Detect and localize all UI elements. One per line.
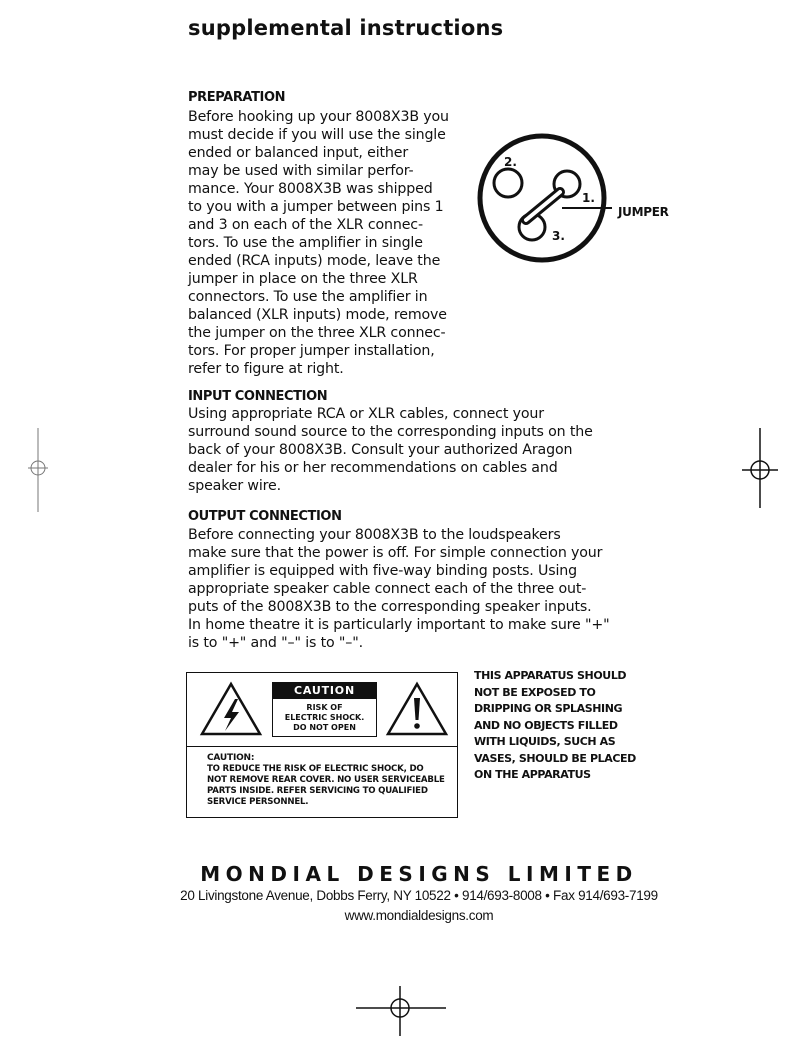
text-line: DRIPPING OR SPLASHING bbox=[474, 702, 623, 715]
company-website: www.mondialdesigns.com bbox=[344, 908, 494, 923]
text-line: Using appropriate RCA or XLR cables, connect your bbox=[188, 406, 544, 422]
page-title: supplemental instructions bbox=[188, 16, 504, 40]
text-line: ON THE APPARATUS bbox=[474, 768, 591, 781]
text-line: surround sound source to the corresponding inputs on the bbox=[188, 424, 593, 440]
registration-mark-icon bbox=[24, 428, 54, 512]
text-line: AND NO OBJECTS FILLED bbox=[474, 718, 618, 732]
text-line: Before connecting your 8008X3B to the loudspeakers bbox=[188, 527, 561, 543]
text-line: to you with a jumper between pins 1 bbox=[188, 199, 444, 215]
apparatus-warning bbox=[474, 668, 644, 784]
text-line: balanced (XLR inputs) mode, remove bbox=[188, 307, 447, 323]
text-line: DO NOT OPEN bbox=[293, 723, 356, 732]
text-line: refer to figure at right. bbox=[188, 361, 344, 377]
text-line: VASES, SHOULD BE PLACED bbox=[474, 751, 636, 765]
pin-3-label: 3. bbox=[552, 229, 565, 243]
registration-mark-icon bbox=[356, 986, 446, 1036]
text-line: the jumper on the three XLR connec- bbox=[188, 325, 446, 341]
text-line: SERVICE PERSONNEL. bbox=[207, 797, 309, 807]
text-line: Before hooking up your 8008X3B you bbox=[188, 109, 449, 125]
text-line: NOT BE EXPOSED TO bbox=[474, 685, 596, 699]
output-connection-heading: OUTPUT CONNECTION bbox=[188, 509, 342, 524]
input-connection-heading: INPUT CONNECTION bbox=[188, 389, 328, 404]
caution-label bbox=[272, 682, 377, 737]
caution-box bbox=[186, 672, 458, 818]
text-line: WITH LIQUIDS, SUCH AS bbox=[474, 735, 616, 748]
company-name: MONDIAL DESIGNS LIMITED bbox=[200, 862, 638, 886]
pin-2-circle bbox=[494, 169, 522, 197]
text-line: back of your 8008X3B. Consult your authorized Aragon bbox=[188, 442, 573, 458]
text-line: may be used with similar perfor- bbox=[188, 163, 414, 179]
text-line: connectors. To use the amplifier in bbox=[188, 289, 428, 305]
output-connection-body bbox=[188, 526, 628, 652]
text-line: NOT REMOVE REAR COVER. NO USER SERVICEABLE bbox=[207, 775, 445, 785]
caution-band: CAUTION bbox=[273, 683, 376, 699]
lightning-triangle-icon bbox=[199, 681, 263, 737]
xlr-jumper-diagram bbox=[466, 130, 686, 270]
text-line: PARTS INSIDE. REFER SERVICING TO QUALIFIED bbox=[207, 786, 428, 796]
jumper-wire bbox=[526, 192, 560, 220]
text-line: amplifier is equipped with five-way binding posts. Using bbox=[188, 563, 577, 579]
input-connection-body bbox=[188, 405, 628, 495]
text-line: speaker wire. bbox=[188, 478, 281, 494]
text-line: jumper in place on the three XLR bbox=[188, 271, 418, 287]
jumper-label: JUMPER bbox=[618, 205, 669, 219]
pin-2-label: 2. bbox=[504, 155, 517, 169]
text-line: ended (RCA inputs) mode, leave the bbox=[188, 253, 441, 269]
text-line: THIS APPARATUS SHOULD bbox=[474, 669, 627, 682]
caution-foot bbox=[207, 753, 445, 808]
caution-label-text bbox=[273, 699, 376, 736]
text-line: must decide if you will use the single bbox=[188, 127, 446, 143]
text-line: ended or balanced input, either bbox=[188, 145, 409, 161]
text-line: RISK OF bbox=[306, 703, 343, 712]
text-line: is to "+" and "–" is to "–". bbox=[188, 635, 363, 651]
caution-divider bbox=[187, 746, 457, 747]
text-line: dealer for his or her recommendations on cables and bbox=[188, 460, 558, 476]
registration-mark-icon bbox=[740, 428, 780, 508]
text-line: and 3 on each of the XLR connec- bbox=[188, 217, 423, 233]
preparation-body bbox=[188, 108, 453, 378]
pin-1-label: 1. bbox=[582, 191, 595, 205]
text-line: make sure that the power is off. For simple connection your bbox=[188, 545, 603, 561]
preparation-heading: PREPARATION bbox=[188, 90, 286, 105]
text-line: tors. To use the amplifier in single bbox=[188, 235, 423, 251]
text-line: puts of the 8008X3B to the corresponding speaker inputs. bbox=[188, 599, 592, 615]
text-line: TO REDUCE THE RISK OF ELECTRIC SHOCK, DO bbox=[207, 764, 424, 774]
text-line: ELECTRIC SHOCK. bbox=[284, 713, 365, 722]
text-line: tors. For proper jumper installation, bbox=[188, 343, 435, 359]
exclamation-triangle-icon bbox=[385, 681, 449, 737]
caution-foot-heading: CAUTION: bbox=[207, 753, 255, 763]
text-line: appropriate speaker cable connect each of the three out- bbox=[188, 581, 587, 597]
company-address: 20 Livingstone Avenue, Dobbs Ferry, NY 10522 • 914/693-8008 • Fax 914/693-7199 bbox=[180, 888, 658, 903]
text-line: mance. Your 8008X3B was shipped bbox=[188, 181, 433, 197]
text-line: In home theatre it is particularly important to make sure "+" bbox=[188, 617, 610, 633]
